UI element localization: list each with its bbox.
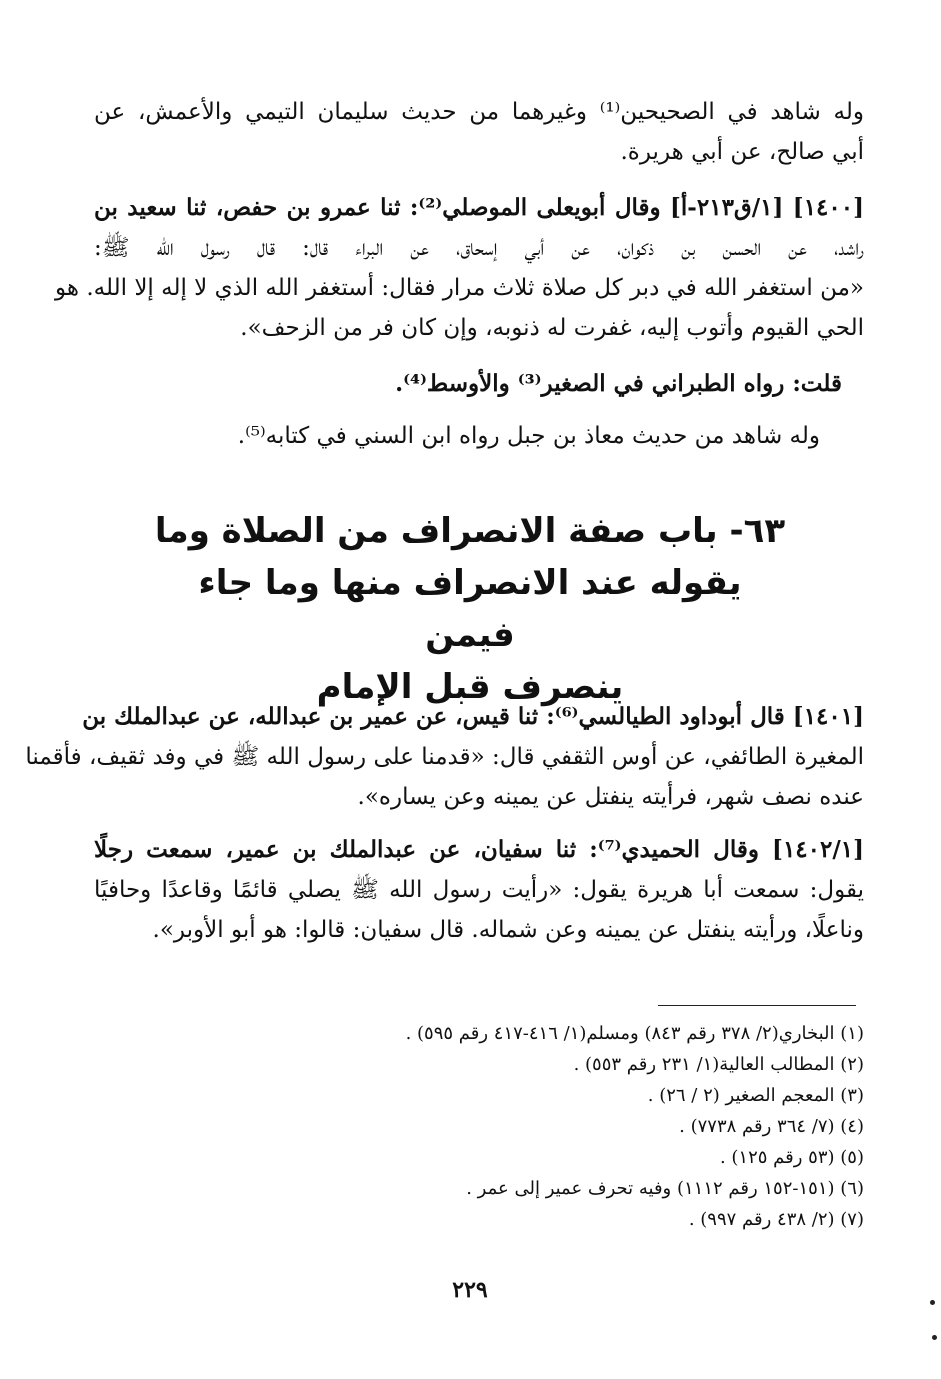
text-line: [١٤٠١] قال أبوداود الطيالسي⁽⁶⁾: ثنا قيس، عن عمير بن عبدالله، عن عبدالملك بن [82,703,864,730]
scan-speck [932,1335,937,1340]
page-number: ٢٢٩ [452,1277,488,1303]
footnotes [300,1018,864,1235]
footnote: (٤) (٧/ ٣٦٤ رقم ٧٧٣٨) . [679,1116,864,1137]
scan-speck [930,1300,935,1305]
footnote: (٦) (١٥١-١٥٢ رقم ١١١٢) وفيه تحرف عمير إلى عمر . [466,1178,864,1199]
text-line: وله شاهد من حديث معاذ بن جبل رواه ابن السني في كتابه⁽⁵⁾. [237,423,820,449]
text-line: وناعلًا، ورأيته ينفتل عن يمينه وعن شماله. قال سفيان: قالوا: هو أبو الأوبر». [152,917,864,943]
paragraph-qultu [94,364,864,404]
footnote: (٧) (٢/ ٤٣٨ رقم ٩٩٧) . [688,1209,864,1230]
text-line: قلت: رواه الطبراني في الصغير⁽³⁾ والأوسط⁽⁴⁾. [395,370,842,397]
heading-line: يقوله عند الانصراف منها وما جاء فيمن [198,563,742,655]
hadith-1402 [94,830,864,950]
heading-line: ينصرف قبل الإمام [316,667,624,707]
footnote: (٢) المطالب العالية(١/ ٢٣١ رقم ٥٥٣) . [573,1054,864,1075]
hadith-1400 [55,188,865,348]
text-line: المغيرة الطائفي، عن أوس الثقفي قال: «قدمنا على رسول الله ﷺ في وفد ثقيف، فأقمنا [25,744,864,770]
hadith-1401 [25,697,864,817]
text-line: [١٤٠٢/١] وقال الحميدي⁽⁷⁾: ثنا سفيان، عن عبدالملك بن عمير، سمعت رجلًا [94,836,864,863]
text-line: «من استغفر الله في دبر كل صلاة ثلاث مرار فقال: أستغفر الله الذي لا إله إلا الله. هو [55,275,864,301]
text-line: راشد، عن الحسن بن ذكوان، عن أبي إسحاق، عن البراء قال: قال رسول الله ﷺ: [94,235,864,261]
heading-line: ٦٣- باب صفة الانصراف من الصلاة وما [154,511,786,551]
footnote-separator [658,1005,856,1006]
footnote: (٣) المعجم الصغير (٢ / ٢٦) . [647,1085,864,1106]
paragraph-shahid-muadh [94,416,864,456]
text-line: أبي صالح، عن أبي هريرة. [620,139,864,165]
text-line: عنده نصف شهر، فرأيته ينفتل عن يمينه وعن يساره». [357,784,864,810]
chapter-heading [150,505,790,713]
text-line: يقول: سمعت أبا هريرة يقول: «رأيت رسول الله ﷺ يصلي قائمًا وقاعدًا وحافيًا [94,877,864,903]
paragraph-shahid-sahihayn [94,92,864,172]
text-line: [١٤٠٠] [١/ق٢١٣-أ] وقال أبويعلى الموصلي⁽²⁾: ثنا عمرو بن حفص، ثنا سعيد بن [94,194,865,221]
text-line: وله شاهد في الصحيحين⁽¹⁾ وغيرهما من حديث سليمان التيمي والأعمش، عن [94,99,864,125]
footnote: (٥) (٥٣ رقم ١٢٥) . [719,1147,864,1168]
text-line: الحي القيوم وأتوب إليه، غفرت له ذنوبه، وإن كان فر من الزحف». [240,315,864,341]
footnote: (١) البخاري(٢/ ٣٧٨ رقم ٨٤٣) ومسلم(١/ ٤١٦-٤١٧ رقم ٥٩٥) . [405,1023,864,1044]
